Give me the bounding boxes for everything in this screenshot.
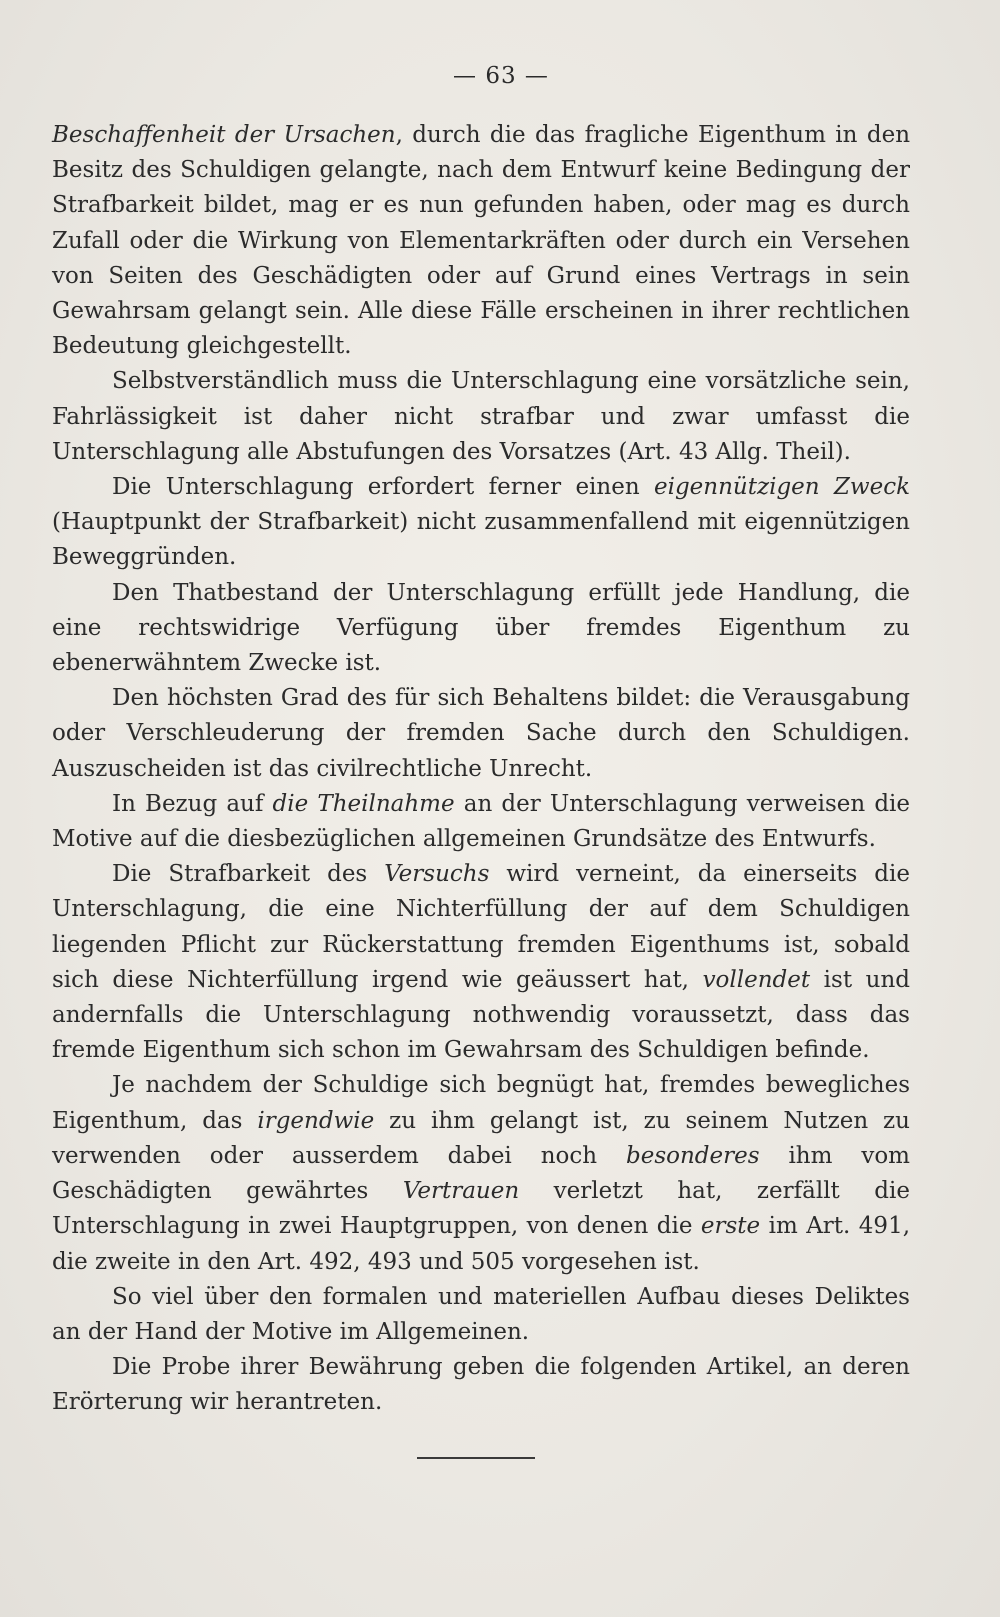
section-end-rule bbox=[417, 1457, 535, 1459]
emphasized-text: irgendwie bbox=[257, 1107, 375, 1134]
paragraph-4 bbox=[52, 576, 910, 682]
emphasized-text: die Theilnahme bbox=[272, 790, 455, 817]
emphasized-text: Beschaffenheit der Ursachen bbox=[52, 122, 396, 148]
paragraph-6 bbox=[52, 787, 910, 857]
text-run: Die Probe ihrer Bewährung geben die folgenden Artikel, an deren Erörterung wir herantreten. bbox=[52, 1354, 910, 1416]
emphasized-text: eigennützigen Zweck bbox=[653, 474, 911, 501]
text-run: Je nachdem der Schuldige sich begnügt hat, fremdes bewegliches Eigenthum, das bbox=[52, 1072, 910, 1134]
text-run: Die Unterschlagung erfordert ferner einen bbox=[112, 474, 654, 501]
text-run: zu ihm gelangt ist, zu seinem Nutzen zu verwenden oder ausserdem dabei noch bbox=[52, 1107, 910, 1169]
paragraph-10 bbox=[52, 1350, 910, 1420]
text-run: verletzt hat, zerfällt die Unterschlagung in zwei Hauptgruppen, von denen die bbox=[52, 1178, 910, 1240]
emphasized-text: Vertrauen bbox=[402, 1178, 520, 1205]
paragraph-1 bbox=[52, 118, 910, 364]
text-run: , durch die das fragliche Eigenthum in den Besitz des Schuldigen gelangte, nach dem Entwurf keine Bedingung der Strafbarkeit bildet, mag er es nun gefunden haben, oder mag es durch Zufall oder die Wirkung von Elementarkräften oder durch ein Versehen von Seiten des Geschädigten oder auf Grund eines Vertrags in sein Gewahrsam gelangt sein. Alle diese Fälle erscheinen in ihrer rechtlichen Bedeutung gleichgestellt. bbox=[52, 122, 911, 360]
text-run: So viel über den formalen und materiellen Aufbau dieses Deliktes an der Hand der Motive im Allgemeinen. bbox=[52, 1283, 910, 1345]
paragraph-9 bbox=[52, 1280, 910, 1350]
emphasized-text: erste bbox=[700, 1213, 761, 1240]
text-run: Den Thatbestand der Unterschlagung erfüllt jede Handlung, die eine rechtswidrige Verfügung über fremdes Eigenthum zu ebenerwähntem Zwecke ist. bbox=[52, 579, 910, 677]
paragraph-8 bbox=[52, 1068, 910, 1279]
text-run: In Bezug auf bbox=[112, 790, 273, 817]
emphasized-text: Versuchs bbox=[384, 861, 490, 888]
paragraph-3 bbox=[52, 470, 910, 576]
page-number: — 63 — bbox=[453, 63, 549, 89]
emphasized-text: vollendet bbox=[702, 966, 811, 993]
paragraph-7 bbox=[52, 857, 910, 1068]
paragraph-2 bbox=[52, 364, 910, 470]
text-run: im Art. 491, die zweite in den Art. 492, 493 und 505 vorgesehen ist. bbox=[52, 1213, 911, 1275]
text-run: Den höchsten Grad des für sich Behaltens bildet: die Verausgabung oder Verschleuderung der fremden Sache durch den Schuldigen. Auszuscheiden ist das civilrechtliche Unrecht. bbox=[52, 685, 910, 782]
body-text bbox=[52, 118, 910, 1421]
text-run: ihm vom Geschädigten gewährtes bbox=[52, 1142, 910, 1205]
text-run: Selbstverständlich muss die Unterschlagung eine vorsätzliche sein, Fahrlässigkeit ist daher nicht strafbar und zwar umfasst die Unterschlagung alle Abstufungen des Vorsatzes (Art. 43 Allg. Theil). bbox=[52, 368, 910, 465]
text-run: (Hauptpunkt der Strafbarkeit) nicht zusammenfallend mit eigennützigen Beweggründen. bbox=[52, 509, 910, 571]
text-run: ist und andernfalls die Unterschlagung nothwendig voraussetzt, dass das fremde Eigenthum sich schon im Gewahrsam des Schuldigen befinde. bbox=[52, 966, 910, 1064]
emphasized-text: besonderes bbox=[625, 1142, 760, 1169]
paragraph-5 bbox=[52, 681, 910, 787]
text-run: an der Unterschlagung verweisen die Motive auf die diesbezüglichen allgemeinen Grundsätze des Entwurfs. bbox=[52, 790, 911, 853]
text-run: Die Strafbarkeit des bbox=[112, 861, 385, 888]
text-run: wird verneint, da einerseits die Unterschlagung, die eine Nichterfüllung der auf dem Schuldigen liegenden Pflicht zur Rückerstattung fremden Eigenthums ist, sobald sich diese Nichterfüllung irgend wie geäussert hat, bbox=[52, 861, 910, 993]
